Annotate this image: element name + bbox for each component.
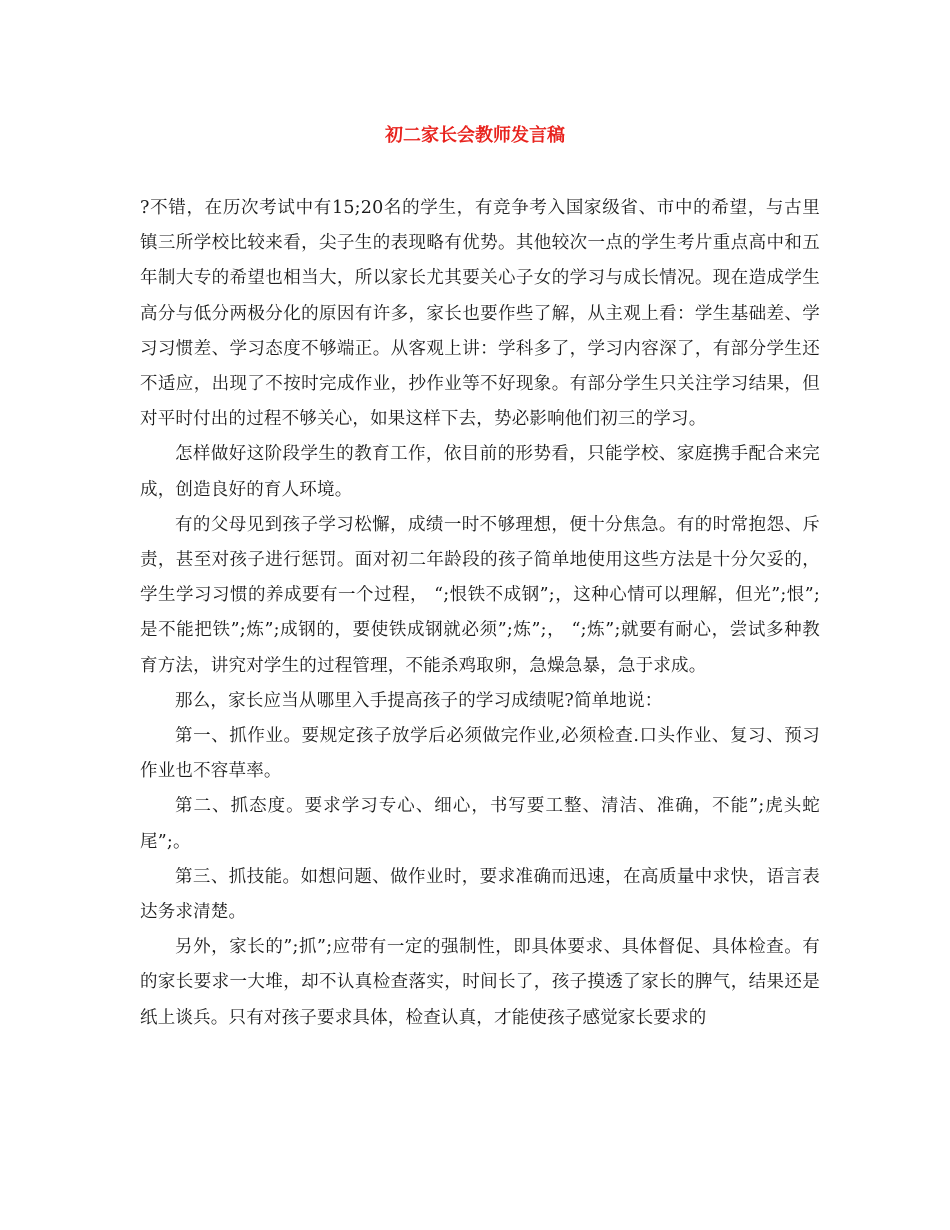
paragraph-3: 有的父母见到孩子学习松懈，成绩一时不够理想，便十分焦急。有的时常抱怨、斥责，甚至对孩子进行惩罚。面对初二年龄段的孩子简单地使用这些方法是十分欠妥的，学生学习习惯的养成要有一个过程， “;恨铁不成钢”;，这种心情可以理解，但光”;恨”;是不能把铁”;炼”;成钢的，要使铁成钢就必须”;炼”;， “;炼”;就要有耐心，尝试多种教育方法，讲究对学生的过程管理，不能杀鸡取卵，急燥急暴，急于求成。: [140, 514, 820, 676]
paragraph-6: 第二、抓态度。要求学习专心、细心，书写要工整、清洁、准确，不能”;虎头蛇尾”;。: [140, 796, 820, 852]
paragraph-1: ?不错，在历次考试中有15;20名的学生，有竞争考入国家级省、市中的希望，与古里镇三所学校比较来看，尖子生的表现略有优势。其他较次一点的学生考片重点高中和五年制大专的希望也相当大，所以家长尤其要关心子女的学习与成长情况。现在造成学生高分与低分两极分化的原因有许多，家长也要作些了解，从主观上看：学生基础差、学习习惯差、学习态度不够端正。从客观上讲：学科多了，学习内容深了，有部分学生还不适应，出现了不按时完成作业，抄作业等不好现象。有部分学生只关注学习结果，但对平时付出的过程不够关心，如果这样下去，势必影响他们初三的学习。: [140, 198, 820, 430]
paragraph-2: 怎样做好这阶段学生的教育工作，依目前的形势看，只能学校、家庭携手配合来完成，创造良好的育人环境。: [140, 444, 820, 500]
document-body: [140, 191, 820, 1036]
paragraph-5: 第一、抓作业。要规定孩子放学后必须做完作业,必须检查.口头作业、复习、预习作业也不容草率。: [140, 726, 820, 782]
paragraph-7: 第三、抓技能。如想问题、做作业时，要求准确而迅速，在高质量中求快，语言表达务求清楚。: [140, 866, 820, 923]
paragraph-4: 那么，家长应当从哪里入手提高孩子的学习成绩呢?简单地说：: [175, 690, 663, 711]
document-title: 初二家长会教师发言稿: [385, 125, 565, 146]
paragraph-8: 另外，家长的”;抓”;应带有一定的强制性，即具体要求、具体督促、具体检查。有的家长要求一大堆，却不认真检查落实，时间长了，孩子摸透了家长的脾气，结果还是纸上谈兵。只有对孩子要求具体，检查认真，才能使孩子感觉家长要求的: [140, 937, 820, 1028]
